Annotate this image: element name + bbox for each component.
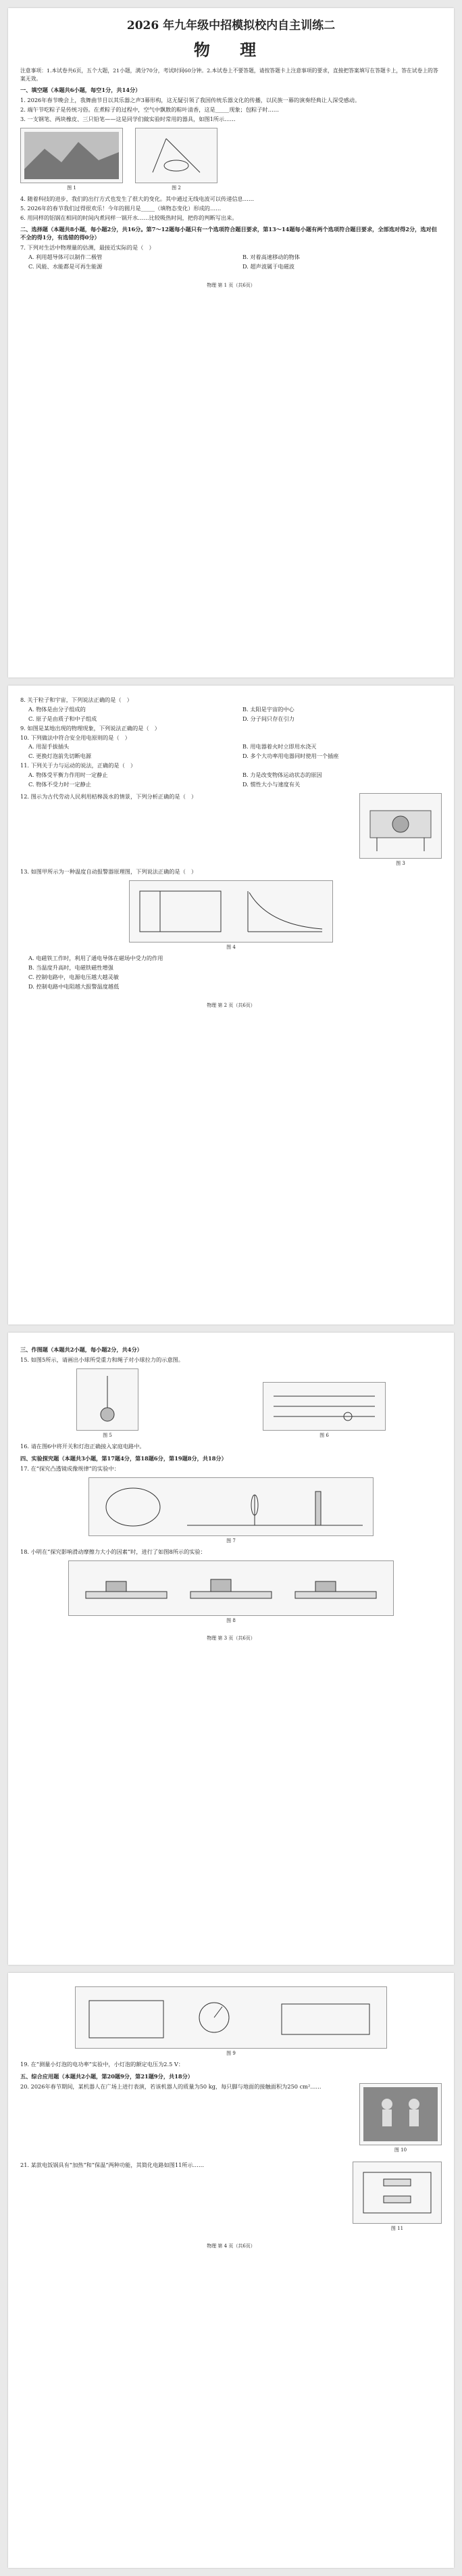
exam-paper	[0, 8, 462, 2568]
question-14-options	[28, 955, 442, 991]
figures-row-3	[20, 1368, 442, 1439]
figure-2-image	[135, 128, 217, 183]
mountain-photo-icon	[24, 132, 119, 179]
figure-4-caption: 图 4	[226, 944, 236, 950]
circuit-graph-icon	[133, 884, 329, 938]
figure-1-caption: 图 1	[67, 185, 76, 191]
question-16: 16. 请在图6中将开关和灯泡正确接入家庭电路中。	[20, 1442, 145, 1450]
question-17: 17. 在“探究凸透镜成像规律”的实验中：	[20, 1464, 120, 1472]
q7-option-d: D. 超声波属于电磁波	[242, 262, 294, 270]
q7-option-a: A. 利用超导体可以制作二极管	[28, 254, 103, 261]
question-1: 1. 2026年春节晚会上，我舞曲节目以其乐器之声3幕形构，这无疑引领了我国传统乐器文化的传播，以民族一幕的演奏经典让人深受感动。	[20, 96, 361, 103]
figure-11	[353, 2162, 442, 2232]
q10-option-b: B. 用电器着火时立即用水浇灭	[242, 743, 317, 750]
question-3: 3. 一支钢笔、两块橡皮、三只铅笔——这是同学们做实验时常用的器具，如图1所示……	[20, 115, 236, 122]
page-4	[8, 1973, 454, 2568]
figure-8	[20, 1560, 442, 1624]
page-3	[8, 1333, 454, 1965]
figure-4	[20, 880, 442, 951]
machine-diagram-icon	[363, 797, 438, 855]
robot-photo-icon	[363, 2087, 438, 2141]
q12-block	[20, 793, 442, 867]
page-2	[8, 686, 454, 1325]
question-7: 7. 下列对生活中物理量的估测，最接近实际的是（ ）	[20, 244, 155, 252]
figures-row-1	[20, 128, 442, 191]
section-5-title: 五、综合应用题（本题共2小题，第20题9分，第21题9分，共18分）	[20, 2073, 193, 2080]
section-2-title: 二、选择题（本题共8小题，每小题2分，共16分。第7～12题每小题只有一个选项符合题目要求，第13～14题每小题有两个选项符合题目要求，全部选对得2分，选对但不全的得1分，有选错的得0分）	[20, 226, 437, 241]
figure-10	[359, 2083, 442, 2153]
friction-experiment-icon	[72, 1565, 390, 1612]
q10-option-d: D. 多个大功率用电器同时使用一个插座	[242, 753, 339, 760]
question-19: 19. 在“测量小灯泡的电功率”实验中，小灯泡的额定电压为2.5 V：	[20, 2061, 184, 2068]
q11-option-a: A. 物体受平衡力作用时一定静止	[28, 771, 108, 779]
q8-option-a: A. 物体是由分子组成的	[28, 705, 86, 713]
q14-option-c: C. 控制电路中，电源电压越大越灵敏	[28, 973, 119, 980]
question-2: 2. 端午节吃粽子是传统习俗。在煮粽子的过程中，空气中飘散的粽叶清香，这是_____现象；包粽子时……	[20, 105, 279, 113]
q11-option-c: C. 物体不受力时一定静止	[28, 781, 92, 788]
question-12: 12. 图示为古代劳动人民利用桔槔汲水的情景，下列分析正确的是（ ）	[20, 792, 197, 800]
q8-option-b: B. 太阳是宇宙的中心	[242, 705, 294, 713]
question-10: 10. 下列做法中符合安全用电原则的是（ ）	[20, 734, 130, 741]
pendulum-icon	[80, 1373, 134, 1427]
q11-option-b: B. 力是改变物体运动状态的原因	[242, 771, 322, 779]
q7-option-c: C. 风能、水能都是可再生能源	[28, 262, 103, 270]
figure-6	[263, 1382, 386, 1439]
page-2-footer: 物理 第 2 页（共6页）	[207, 1002, 255, 1008]
q7-option-b: B. 对着高速移动的物体	[242, 254, 300, 261]
exam-title: 2026 年九年级中招模拟校内自主训练二	[126, 19, 336, 32]
question-21: 21. 某款电饭锅具有“加热”和“保温”两种功能，其简化电路如图11所示……	[20, 2162, 205, 2169]
q8-option-d: D. 分子间只存在引力	[242, 715, 294, 722]
question-5: 5. 2026年的春节我们过得很欢乐！今年的圆月是_____（填物态变化）形成的……	[20, 204, 222, 212]
q14-option-d: D. 控制电路中电阻越大报警温度越低	[28, 982, 120, 990]
section-4-title: 四、实验探究题（本题共3小题，第17题4分，第18题6分，第19题8分，共18分）	[20, 1454, 227, 1462]
figure-11-image	[353, 2162, 442, 2224]
figure-2	[135, 128, 217, 191]
question-20: 20. 2026年春节期间，某机器人在广场上进行表演，若该机器人的质量为50 kg，每只脚与地面的接触面积为250 cm²……	[20, 2082, 322, 2090]
figure-1-image	[20, 128, 123, 183]
instructions: 注意事项：1.本试卷共6页，五个大题，21小题，满分70分，考试时间60分钟。2.本试卷上不要答题，请按答题卡上注意事项的要求，直接把答案填写在答题卡上，答在试卷上的答案无效。	[20, 68, 438, 82]
figure-7-image	[88, 1477, 374, 1536]
section-1-title: 一、填空题（本题共6小题，每空1分，共14分）	[20, 87, 141, 94]
question-4: 4. 随着科技的进步，我们的出行方式也发生了很大的变化。其中通过无线电波可以传递信息……	[20, 195, 255, 202]
figure-5	[76, 1368, 138, 1439]
figure-7-caption: 图 7	[226, 1537, 236, 1544]
section-3-title: 三、作图题（本题共2小题，每小题2分，共4分）	[20, 1346, 143, 1353]
page-1	[8, 8, 454, 677]
q10-option-a: A. 用湿手拔插头	[28, 743, 70, 750]
circuit-meters-icon	[79, 1990, 383, 2045]
question-15: 15. 如图5所示，请画出小球所受重力和绳子对小球拉力的示意图。	[20, 1356, 184, 1363]
figure-9	[20, 1986, 442, 2057]
figure-9-caption: 图 9	[226, 2051, 236, 2056]
q14-option-b: B. 当温度升高时，电磁铁磁性增强	[28, 963, 113, 971]
figure-1	[20, 128, 123, 191]
figure-3-caption: 图 3	[396, 860, 405, 866]
page-4-footer: 物理 第 4 页（共6页）	[207, 2243, 255, 2249]
figure-5-caption: 图 5	[103, 1432, 112, 1438]
figure-4-image	[129, 880, 333, 943]
figure-7	[20, 1477, 442, 1544]
optics-bench-icon	[93, 1481, 369, 1532]
q8-option-c: C. 原子是由质子和中子组成	[28, 715, 97, 722]
figure-9-image	[75, 1986, 387, 2049]
house-circuit-icon	[267, 1386, 382, 1427]
figure-8-caption: 图 8	[226, 1617, 236, 1623]
figure-6-caption: 图 6	[319, 1432, 329, 1438]
electric-cooker-circuit-icon	[357, 2166, 438, 2220]
question-13: 13. 如图甲所示为一种温度自动报警器原理图，下列说法正确的是（ ）	[20, 868, 197, 876]
page-1-footer: 物理 第 1 页（共6页）	[207, 282, 255, 288]
figure-2-caption: 图 2	[172, 185, 181, 191]
q21-block	[20, 2162, 442, 2232]
q10-option-c: C. 更换灯泡前先切断电源	[28, 753, 92, 760]
question-8: 8. 关于粒子和宇宙，下列说法正确的是（ ）	[20, 696, 132, 703]
figure-11-caption: 图 11	[390, 2226, 404, 2232]
question-11-options	[28, 771, 442, 789]
subject-title: 物 理	[193, 39, 269, 59]
q20-block	[20, 2083, 442, 2153]
q14-option-a: A. 电磁铁工作时，利用了通电导体在磁场中受力的作用	[28, 955, 163, 962]
question-7-options	[28, 254, 442, 271]
question-6: 6. 用同样的铝锅在相同的时间内煮同样一锅开水……比较吸热时间，把你的判断写出来。	[20, 214, 238, 221]
question-10-options	[28, 743, 442, 761]
figure-3	[359, 793, 442, 867]
question-18: 18. 小明在“探究影响滑动摩擦力大小的因素”时，进行了如图8所示的实验：	[20, 1548, 206, 1555]
page-3-footer: 物理 第 3 页（共6页）	[207, 1635, 255, 1641]
q11-option-d: D. 惯性大小与速度有关	[242, 781, 301, 788]
figure-5-image	[76, 1368, 138, 1431]
figure-6-image	[263, 1382, 386, 1431]
figure-10-image	[359, 2083, 442, 2145]
figure-3-image	[359, 793, 442, 859]
figure-8-image	[68, 1560, 394, 1616]
question-11: 11. 下列关于力与运动的说法，正确的是（ ）	[20, 762, 136, 769]
question-9: 9. 如图是某地出现的物理现象，下列说法正确的是（ ）	[20, 724, 160, 732]
figure-10-caption: 图 10	[394, 2147, 407, 2153]
plant-experiment-icon	[139, 132, 213, 179]
question-8-options	[28, 706, 442, 723]
